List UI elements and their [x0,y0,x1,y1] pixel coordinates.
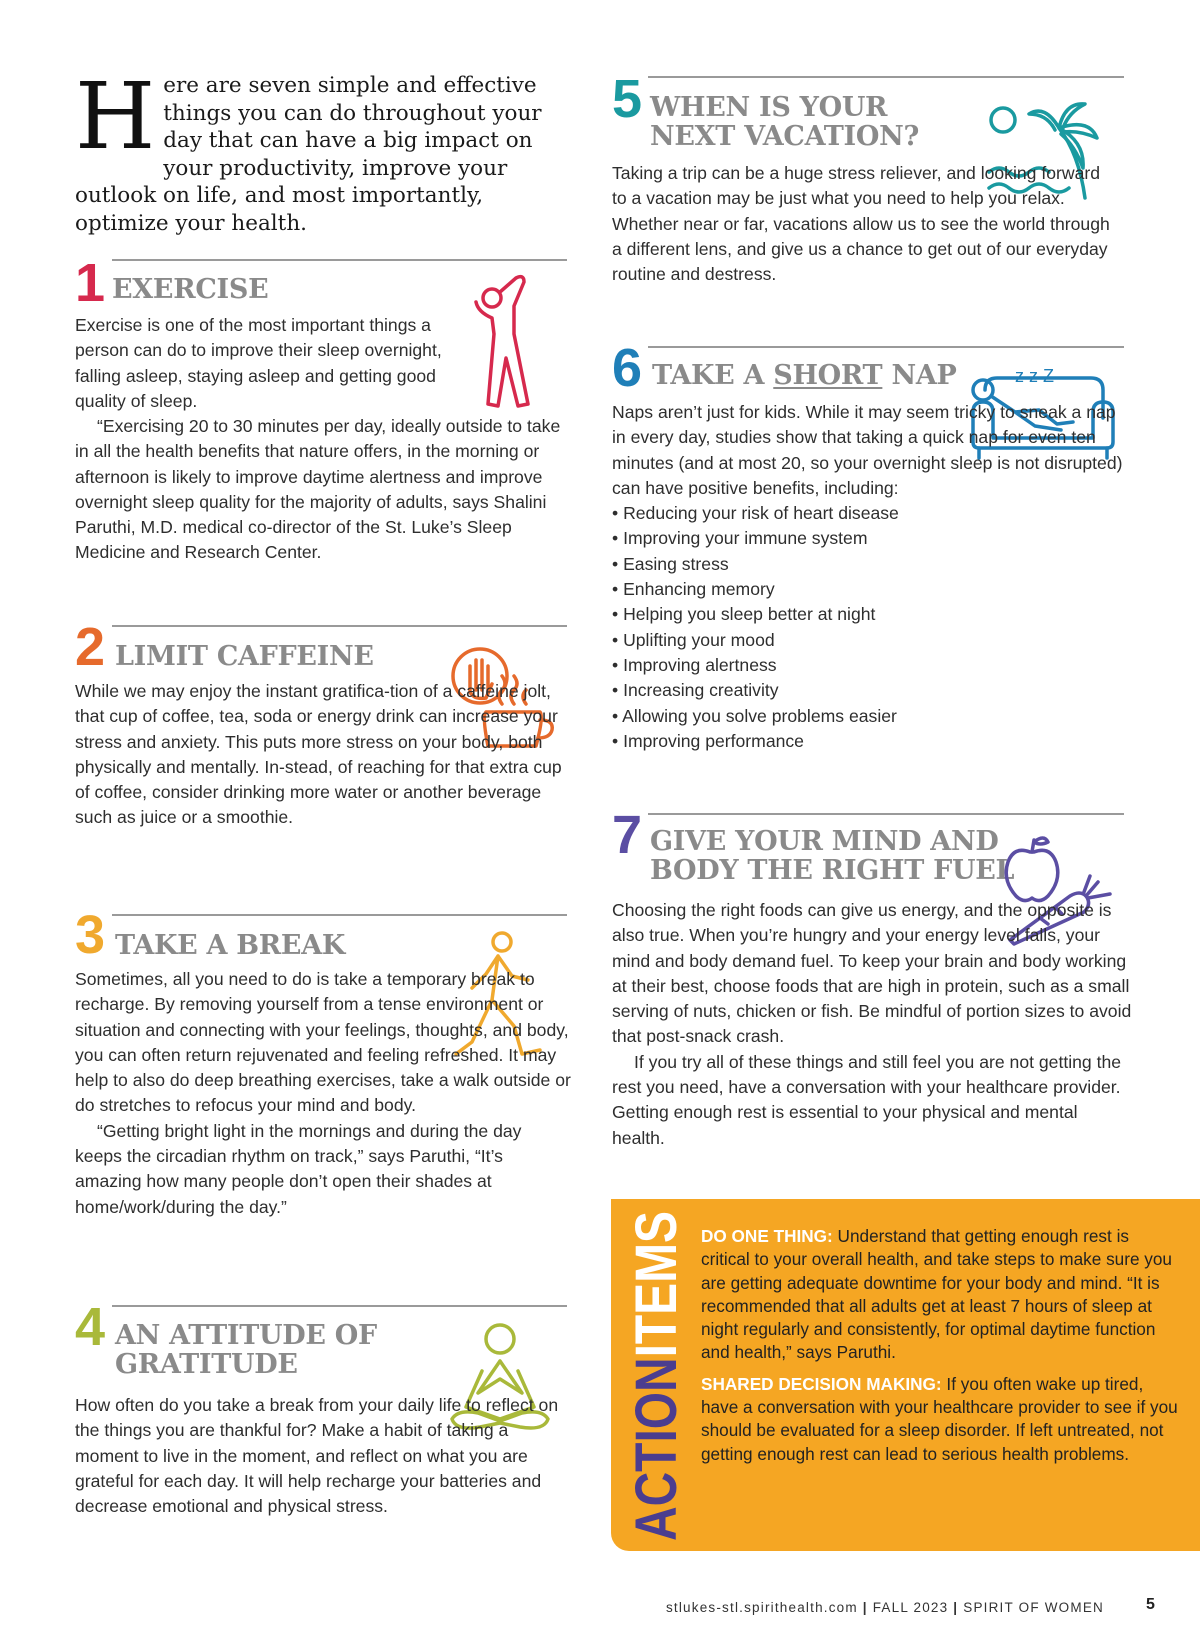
drop-cap: H [75,63,156,170]
section-3-rule [112,914,567,916]
section-1-rule [112,259,567,261]
section-3-paragraph-2: “Getting bright light in the mornings and during the day keeps the circadian rhythm on track,” says Paruthi, “It’s amazing how many people don’t open their shades at home/work/during the day.” [75,1120,522,1217]
action-item-label: DO ONE THING: [701,1226,833,1246]
list-item: • Helping you sleep better at night [612,602,1132,627]
section-1-title: EXERCISE [112,274,269,305]
section-1-number: 1 [75,253,106,313]
list-item: • Enhancing memory [612,577,1132,602]
section-1-paragraph-1: Exercise is one of the most important things a person can do to improve their sleep overnight, falling asleep, staying asleep and getting good quality of sleep. [75,315,442,411]
list-item: • Improving performance [612,729,1132,754]
footer-site: stlukes-stl.spirithealth.com [665,1600,858,1615]
footer-publication: SPIRIT OF WOMEN [963,1600,1104,1615]
section-7-number: 7 [612,805,643,865]
section-4-number: 4 [75,1297,106,1357]
section-2-number: 2 [75,617,106,677]
section-7-title-line-2: BODY THE RIGHT FUEL [650,855,1015,886]
section-7-paragraph-1: Choosing the right foods can give us energy, and the opposite is also true. When you’re hungry and your energy level falls, your mind and body demand fuel. To keep your brain and body working at their best, choose foods that are high in protein, such as a small serving of nuts, chicken or fish. Be mindful of portion sizes to avoid that post-snack crash. [612,900,1132,1047]
section-6-benefits-list [612,501,1132,754]
list-item: • Uplifting your mood [612,628,1132,653]
section-5-title-line-2: NEXT VACATION? [650,121,920,152]
action-item-text: Understand that getting enough rest is critical to your overall health, and take steps to make sure you are getting adequate downtime for your body and mind. “It is recommended that all adults get at least 7 hours of sleep at night regularly and consistently, for optimal daytime function and health,” says Paruthi. [701,1226,1172,1363]
list-item: • Improving alertness [612,653,1132,678]
section-3-paragraph-1: Sometimes, all you need to do is take a temporary break to recharge. By removing yourself from a tense environment or situation and connecting with your feelings, thoughts, and body, you can often return rejuvenated and feeling refreshed. It may help to also do deep breathing exercises, take a walk outside or do stretches to refocus your mind and body. [75,969,571,1116]
section-4-rule [112,1305,567,1307]
list-item: • Allowing you solve problems easier [612,704,1132,729]
list-item: • Increasing creativity [612,678,1132,703]
section-5-rule [648,76,1124,78]
section-3-number: 3 [75,905,106,965]
section-6-title-underlined: SHORT [773,360,883,391]
sleep-zzz-text: z z Z [1015,366,1054,386]
section-4-title-line-2: GRATITUDE [115,1349,298,1380]
section-7-body [612,898,1132,1151]
section-6-title-pre: TAKE A [652,360,774,391]
section-2-paragraph-1: While we may enjoy the instant gratifica-tion of a caffeine jolt, that cup of coffee, tea, soda or energy drink can increase your stress and anxiety. This puts more stress on your body, both physically and mentally. In-stead, of reaching for that extra cup of coffee, consider drinking more water or another beverage such as juice or a smoothie. [75,681,562,828]
action-items-title-part-2: ITEMS [624,1180,689,1358]
section-4-paragraph-1: How often do you take a break from your daily life to reflect on the things you are thankful for? Make a habit of taking a moment to live in the moment, and reflect on what you are grateful for each day. It will help recharge your batteries and decrease emotional and physical stress. [75,1395,559,1517]
section-2-rule [112,625,567,627]
section-6-body [612,400,1132,754]
action-item-do-one-thing [701,1225,1181,1365]
section-5-title-line-1: WHEN IS YOUR [650,92,888,123]
section-3-title: TAKE A BREAK [115,930,346,961]
action-items-title [624,1180,689,1541]
section-6-title-post: NAP [882,360,957,391]
action-item-text: If you often wake up tired, have a conversation with your healthcare provider to see if you should be evaluated for a sleep disorder. If left untreated, not getting enough rest can lead to serious health problems. [701,1373,1178,1464]
action-item-shared-decision [701,1373,1181,1466]
section-7-rule [648,813,1124,815]
section-7-title-line-1: GIVE YOUR MIND AND [650,826,999,857]
section-6-paragraph-1: Naps aren’t just for kids. While it may seem tricky to sneak a nap in every day, studies show that taking a quick nap for even ten minutes (and at most 20, so your overnight sleep is not disrupted) can have positive benefits, including: [612,402,1123,498]
section-5-number: 5 [612,69,643,129]
intro-text: ere are seven simple and effective things you can do throughout your day that can have a big impact on your productivity, improve your outlook on life, and most importantly, optimize your health. [75,73,542,236]
page-footer [666,1600,1104,1615]
section-1-body-intro [75,313,470,414]
list-item: • Improving your immune system [612,526,1132,551]
action-item-label: SHARED DECISION MAKING: [701,1373,942,1394]
list-item: • Reducing your risk of heart disease [612,501,1132,526]
footer-season: FALL 2023 [872,1600,949,1615]
section-6-number: 6 [612,338,643,398]
footer-separator: | [953,1600,959,1615]
page-number: 5 [1146,1596,1155,1613]
section-2-body [75,679,571,831]
action-items-box [611,1180,1200,1551]
section-4-body [75,1393,571,1519]
section-1-body-quote [75,414,571,566]
section-6-rule [648,346,1124,348]
section-5-body [612,161,1117,287]
section-6-title [652,361,957,390]
footer-separator: | [862,1600,868,1615]
section-3-body [75,967,571,1220]
section-1-paragraph-2: “Exercising 20 to 30 minutes per day, ideally outside to take in all the health benefits that nature offers, in the morning or afternoon is likely to improve daytime alertness and improve overnight sleep quality for the majority of adults, says Shalini Paruthi, M.D. medical co-director of the St. Luke’s Sleep Medicine and Research Center. [75,416,561,563]
svg-text:ACTIONITEMS [624,1180,689,1541]
list-item: • Easing stress [612,552,1132,577]
section-7-paragraph-2: If you try all of these things and still feel you are not getting the rest you need, have a conversation with your healthcare provider. Getting enough rest is essential to your physical and mental health. [612,1051,1122,1148]
exercise-figure-icon [470,272,540,414]
section-5-paragraph-1: Taking a trip can be a huge stress reliever, and looking forward to a vacation may be just what you need to help you relax. Whether near or far, vacations allow us to see the world through a different lens, and give us a chance to get out of our everyday routine and destress. [612,163,1110,285]
action-items-body [701,1225,1181,1474]
section-2-title: LIMIT CAFFEINE [115,641,374,672]
section-4-title-line-1: AN ATTITUDE OF [115,1320,377,1351]
action-items-title-part-1: ACTION [624,1318,689,1541]
intro-paragraph [75,63,565,237]
